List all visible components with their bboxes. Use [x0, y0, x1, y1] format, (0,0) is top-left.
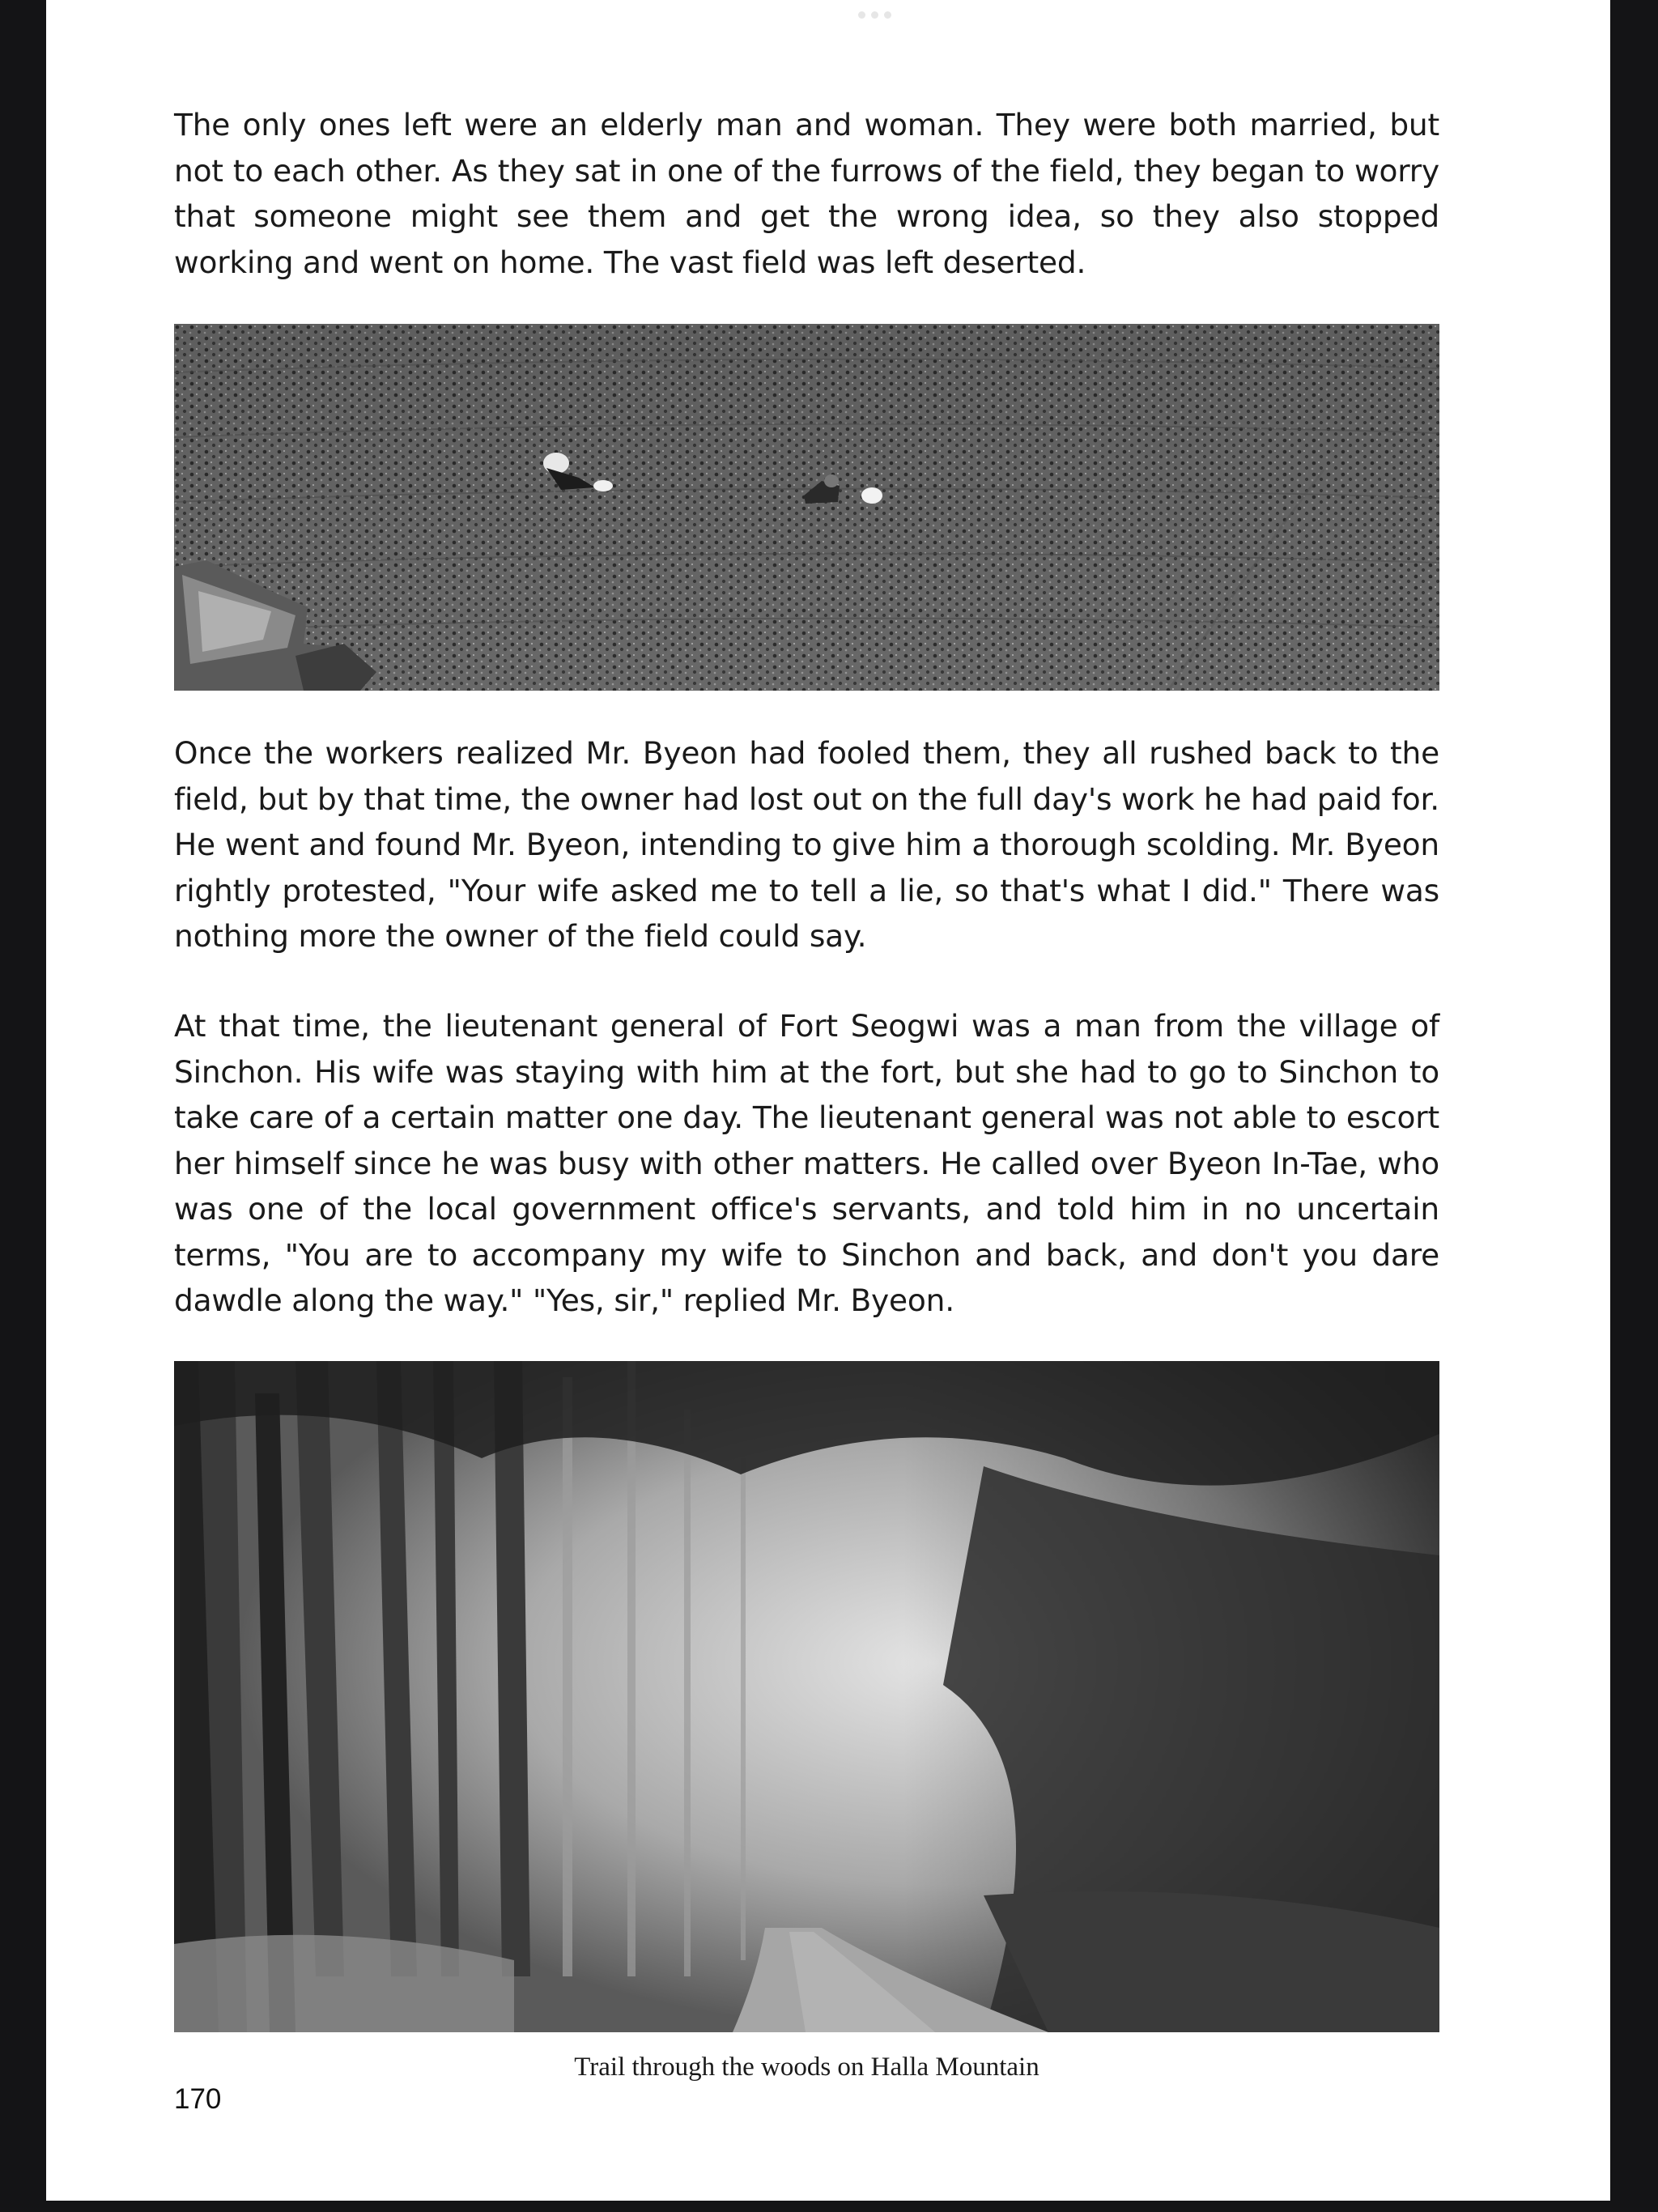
- forest-photo: [174, 1361, 1439, 2032]
- paragraph-2: Once the workers realized Mr. Byeon had fooled them, they all rushed back to the field, but by that time, the owner had lost out on the full day's work he had paid for. He went and found Mr. Byeon, intending to give him a thorough scolding. Mr. Byeon rightly protested, "Your wife asked me to tell a lie, so that's what I did." There was nothing more the owner of the field could say.: [174, 735, 1439, 954]
- page-handle[interactable]: [858, 11, 891, 19]
- page-number: 170: [174, 2083, 222, 2115]
- handle-dot: [871, 11, 878, 19]
- paragraph-3: At that time, the lieutenant general of Fort Seogwi was a man from the village of Sinchon. His wife was staying with him at the fort, but she had to go to Sinchon to take care of a certain matter one day. The lieutenant general was not able to escort her himself since he was busy with other matters. He called over Byeon In-Tae, who was one of the local government office's servants, and told him in no uncertain terms, "You are to accompany my wife to Sinchon and back, and don't you dare dawdle along the way." "Yes, sir," replied Mr. Byeon.: [174, 1008, 1439, 1318]
- paragraph-1: The only ones left were an elderly man and woman. They were both married, but not to each other. As they sat in one of the furrows of the field, they began to worry that someone might see them and get the wrong idea, so they also stopped working and went on home. The vast field was left deserted.: [174, 107, 1439, 280]
- photo-caption: Trail through the woods on Halla Mountain: [574, 2052, 1039, 2082]
- handle-dot: [884, 11, 891, 19]
- field-photo: [174, 324, 1439, 691]
- handle-dot: [858, 11, 865, 19]
